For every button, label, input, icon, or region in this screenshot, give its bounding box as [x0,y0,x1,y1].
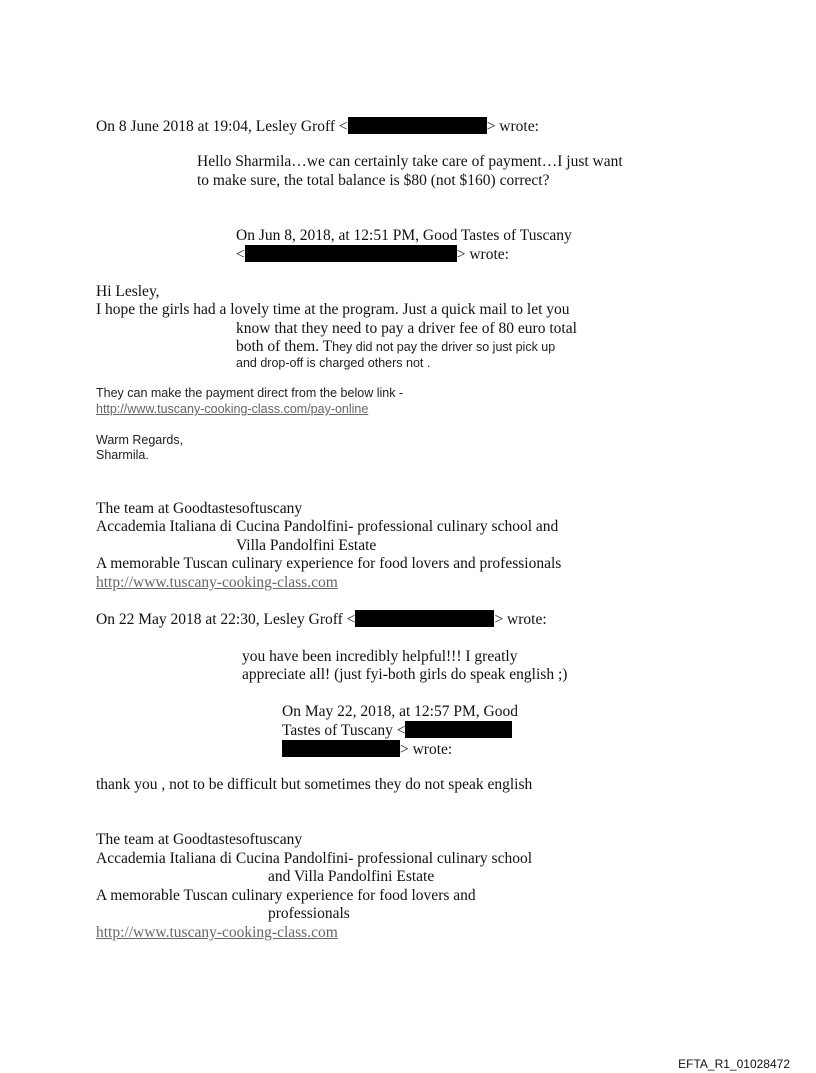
body-line: Hello Sharmila…we can certainly take care of payment…I just want [197,153,623,170]
redacted-email [245,245,457,262]
payment-link[interactable]: http://www.tuscany-cooking-class.com/pay-online [96,402,369,416]
body-line: thank you , not to be difficult but sometimes they do not speak english [96,776,533,793]
greeting: Hi Lesley, [96,283,160,300]
body-line: They can make the payment direct from the below link - [96,386,404,400]
body-line [236,338,555,356]
header-text: > wrote: [486,118,539,135]
body-line: appreciate all! (just fyi-both girls do speak english ;) [242,666,568,683]
website-link[interactable]: http://www.tuscany-cooking-class.com [96,574,338,591]
signature-line: A memorable Tuscan culinary experience for food lovers and [96,887,476,904]
signature-line: A memorable Tuscan culinary experience for food lovers and professionals [96,555,562,572]
body-line: to make sure, the total balance is $80 (not $160) correct? [197,172,550,189]
header-text: > wrote: [456,246,509,263]
body-line: know that they need to pay a driver fee of 80 euro total [236,320,577,337]
email-header [236,245,509,264]
email-header [282,740,452,759]
body-text: both of them. T [236,338,333,355]
email-header [96,117,539,136]
header-text: On 8 June 2018 at 19:04, Lesley Groff < [96,118,348,135]
redacted-email [348,117,487,134]
body-text: hey did not pay the driver so just pick up [332,340,556,354]
header-text: Tastes of Tuscany < [282,722,406,739]
redacted-email [355,610,494,627]
signature-line: Villa Pandolfini Estate [236,537,377,554]
email-header [96,610,547,629]
signature-line: The team at Goodtastesoftuscany [96,500,303,517]
redacted-email [405,721,512,738]
signature-line: The team at Goodtastesoftuscany [96,831,303,848]
body-line: and drop-off is charged others not . [236,356,431,370]
header-text: On 22 May 2018 at 22:30, Lesley Groff < [96,611,356,628]
regards: Warm Regards, [96,433,184,447]
header-text: < [236,246,245,263]
email-header: On Jun 8, 2018, at 12:51 PM, Good Tastes of Tuscany [236,227,572,244]
signature-line: Accademia Italiana di Cucina Pandolfini- professional culinary school and [96,518,559,535]
signature-name: Sharmila. [96,448,149,462]
redacted-email [282,740,400,757]
body-line: I hope the girls had a lovely time at the program. Just a quick mail to let you [96,301,570,318]
email-header [282,721,512,740]
body-line: you have been incredibly helpful!!! I greatly [242,648,518,665]
header-text: > wrote: [494,611,547,628]
document-id: EFTA_R1_01028472 [678,1057,790,1071]
header-text: > wrote: [400,741,453,758]
signature-line: professionals [268,905,350,922]
signature-line: and Villa Pandolfini Estate [268,868,435,885]
website-link[interactable]: http://www.tuscany-cooking-class.com [96,924,338,941]
email-header: On May 22, 2018, at 12:57 PM, Good [282,703,518,720]
signature-line: Accademia Italiana di Cucina Pandolfini- professional culinary school [96,850,533,867]
